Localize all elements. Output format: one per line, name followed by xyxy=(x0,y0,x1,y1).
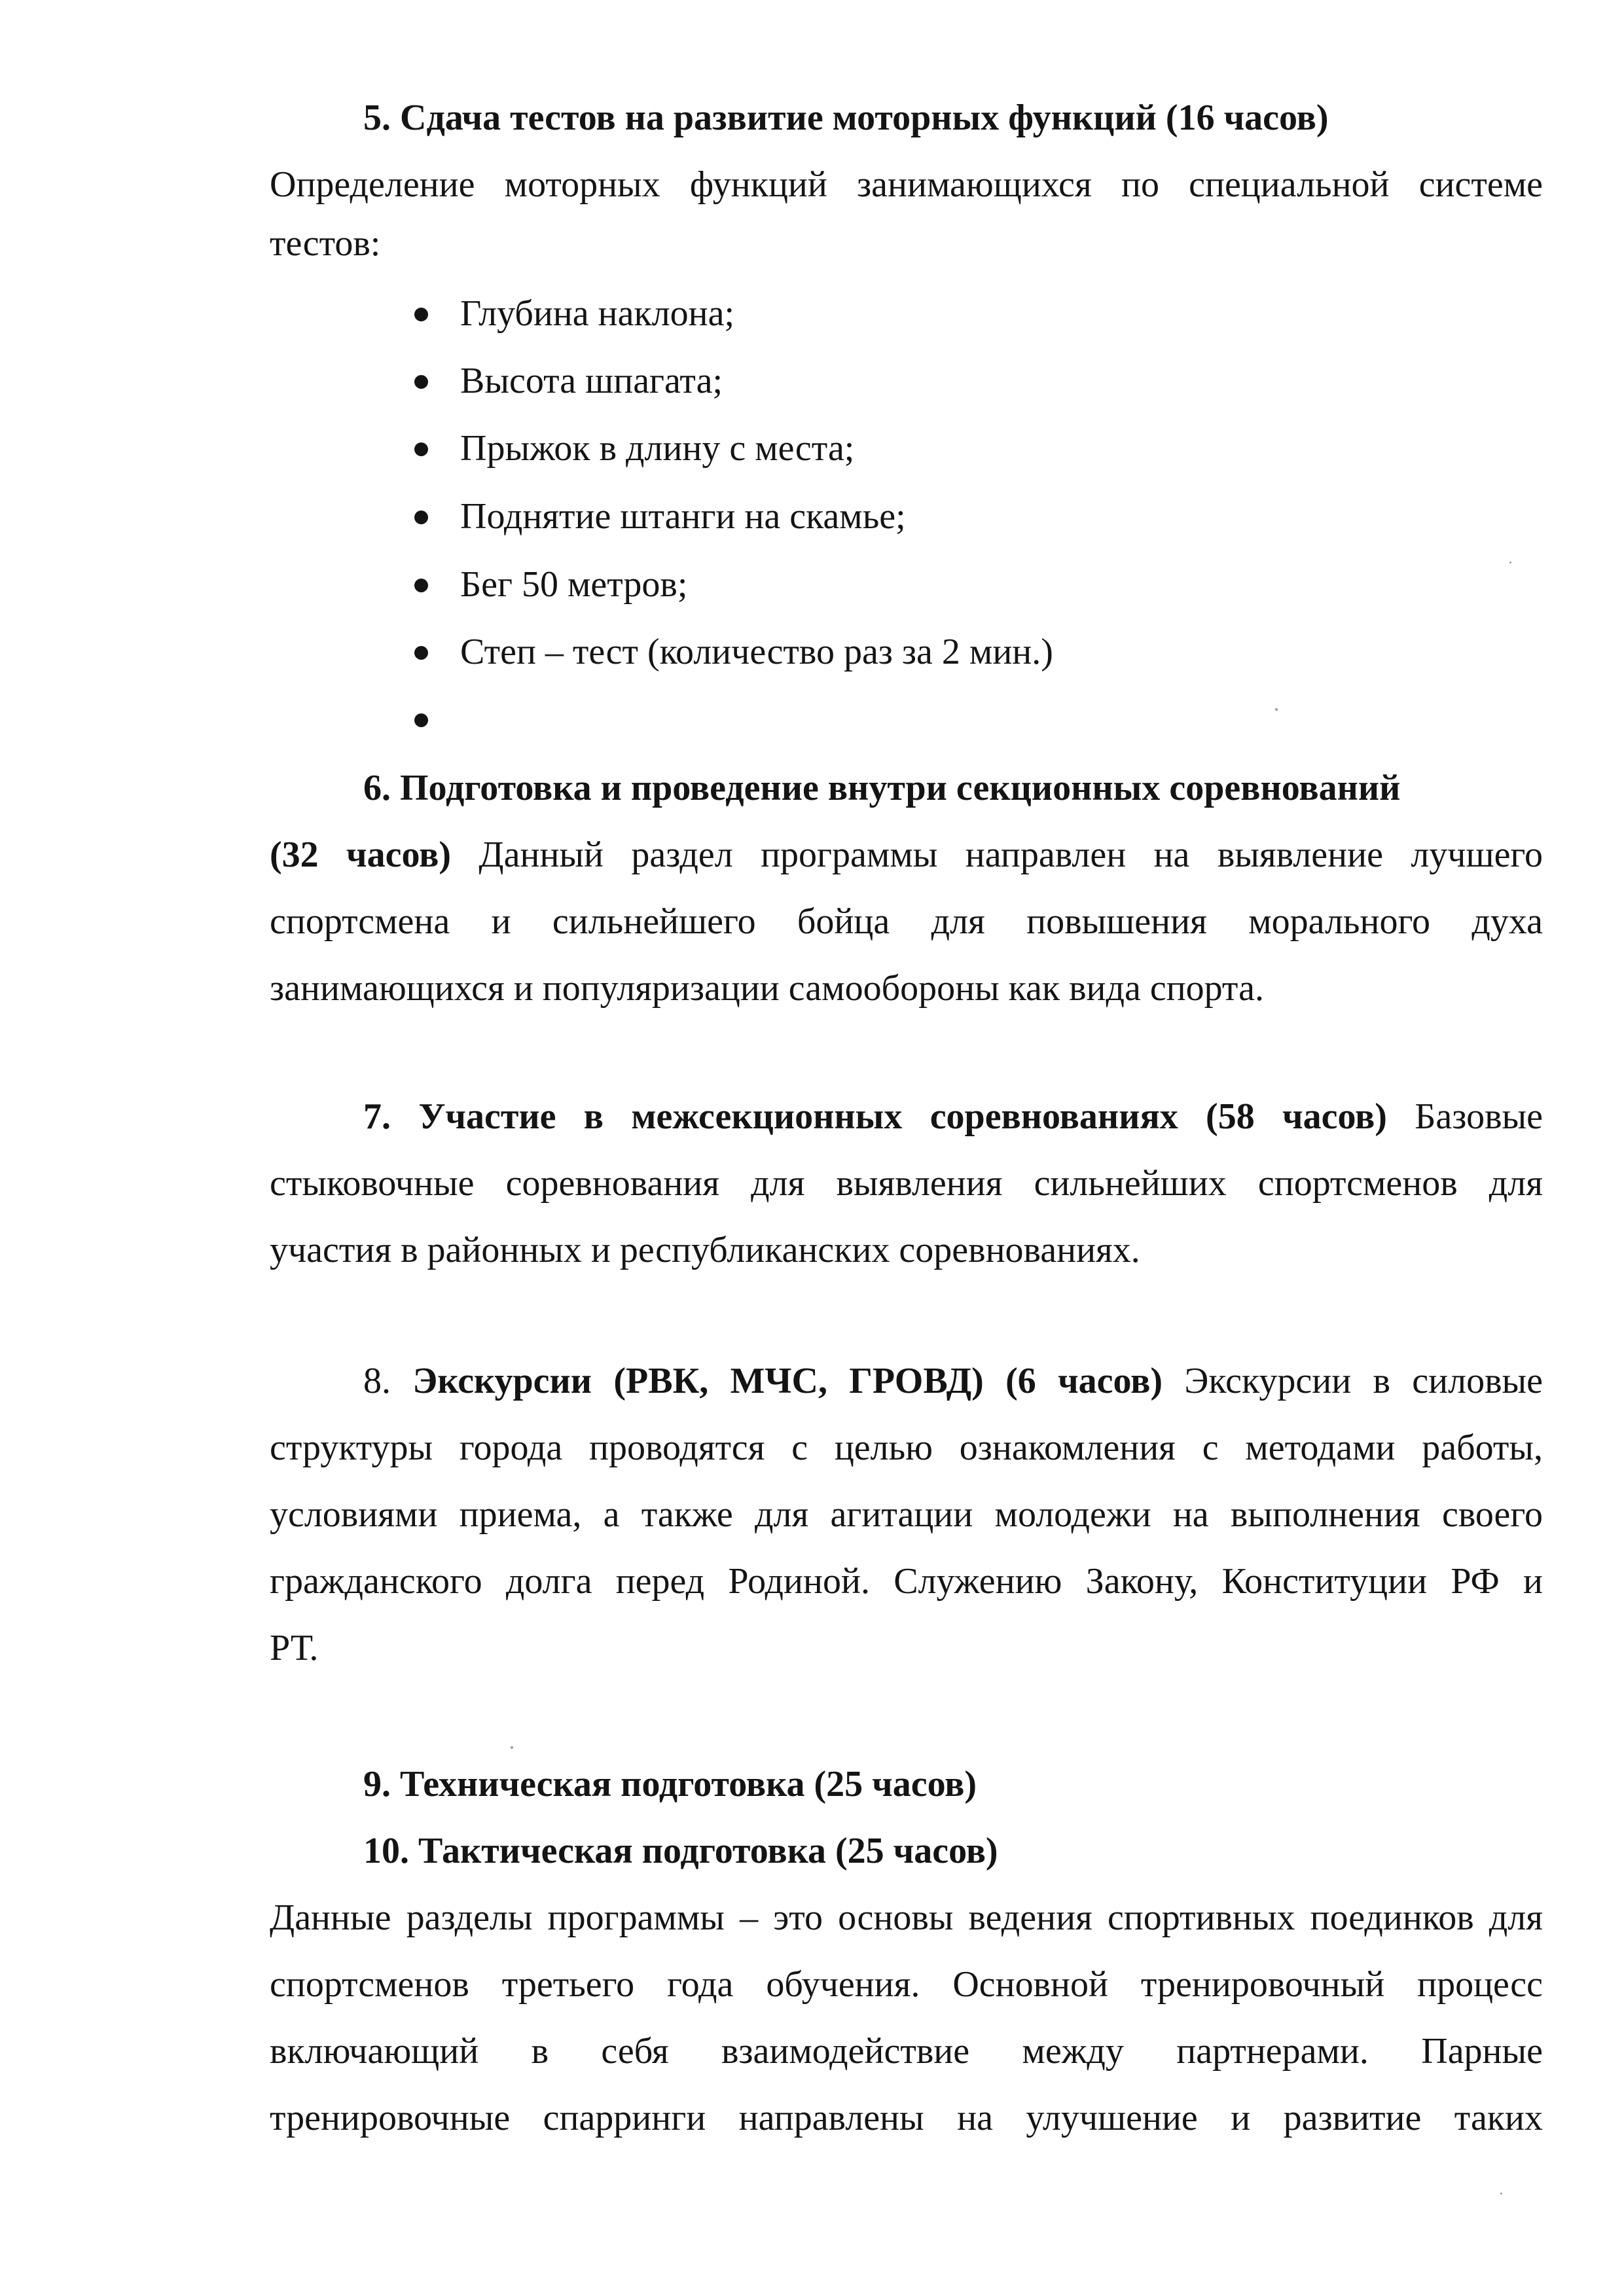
section-6-line-3: занимающихся и популяризации самообороны как вида спорта. xyxy=(270,968,1264,1009)
section-10-line-2: спортсменов третьего года обучения. Основной тренировочный процесс xyxy=(270,1964,1543,2005)
list-item: Высота шпагата; xyxy=(460,361,723,401)
list-item: Бег 50 метров; xyxy=(460,564,688,605)
section-7-heading: 7. Участие в межсекционных соревнованиях (58 часов) xyxy=(363,1096,1387,1137)
section-6-line-1-text: Данный раздел программы направлен на выявление лучшего xyxy=(478,834,1543,875)
section-6-heading: 6. Подготовка и проведение внутри секционных соревнований xyxy=(363,768,1401,808)
bullet-icon xyxy=(414,511,428,524)
section-8-line-3: условиями приема, а также для агитации молодежи на выполнения своего xyxy=(270,1494,1543,1535)
bullet-icon xyxy=(414,713,428,727)
section-7-line-1-text: Базовые xyxy=(1415,1096,1543,1137)
list-item: Поднятие штанги на скамье; xyxy=(460,496,906,537)
scan-speck xyxy=(511,1746,513,1749)
section-8-line-1 xyxy=(363,1357,1543,1405)
section-10-line-3: включающий в себя взаимодействие между партнерами. Парные xyxy=(270,2031,1543,2072)
list-item: Глубина наклона; xyxy=(460,293,735,334)
section-10-line-4: тренировочные спарринги направлены на улучшение и развитие таких xyxy=(270,2098,1543,2138)
section-10-line-1: Данные разделы программы – это основы ведения спортивных поединков для xyxy=(270,1897,1543,1938)
section-8-heading: Экскурсии (РВК, МЧС, ГРОВД) (6 часов) xyxy=(412,1361,1163,1401)
section-5-intro-line-2: тестов: xyxy=(270,223,381,264)
section-8-number: 8. xyxy=(363,1361,391,1401)
list-item: Прыжок в длину с места; xyxy=(460,428,855,469)
section-10-heading: 10. Тактическая подготовка (25 часов) xyxy=(363,1831,998,1871)
scan-speck xyxy=(1500,2193,1502,2195)
section-8-line-5: РТ. xyxy=(270,1628,319,1668)
bullet-icon xyxy=(414,579,428,592)
bullet-icon xyxy=(414,308,428,321)
bullet-icon xyxy=(414,375,428,389)
section-8-line-4: гражданского долга перед Родиной. Служению Закону, Конституции РФ и xyxy=(270,1561,1543,1602)
section-7-line-2: стыковочные соревнования для выявления сильнейших спортсменов для xyxy=(270,1163,1543,1204)
section-6-line-1 xyxy=(270,831,1543,878)
scan-speck xyxy=(1509,562,1511,564)
bullet-icon xyxy=(414,442,428,456)
list-item: Степ – тест (количество раз за 2 мин.) xyxy=(460,632,1053,672)
section-7-line-3: участия в районных и республиканских соревнованиях. xyxy=(270,1230,1140,1270)
section-7-line-1 xyxy=(363,1093,1543,1140)
section-9-heading: 9. Техническая подготовка (25 часов) xyxy=(363,1764,977,1804)
section-5-heading: 5. Сдача тестов на развитие моторных функций (16 часов) xyxy=(363,98,1329,138)
section-6-line-2: спортсмена и сильнейшего бойца для повышения морального духа xyxy=(270,901,1543,942)
section-6-hours: (32 часов) xyxy=(270,834,451,875)
scan-speck xyxy=(1275,708,1278,711)
section-8-line-2: структуры города проводятся с целью ознакомления с методами работы, xyxy=(270,1427,1543,1468)
section-5-intro-line-1: Определение моторных функций занимающихся по специальной системе xyxy=(270,164,1543,205)
bullet-icon xyxy=(414,646,428,660)
section-8-line-1-text: Экскурсии в силовые xyxy=(1184,1361,1543,1401)
